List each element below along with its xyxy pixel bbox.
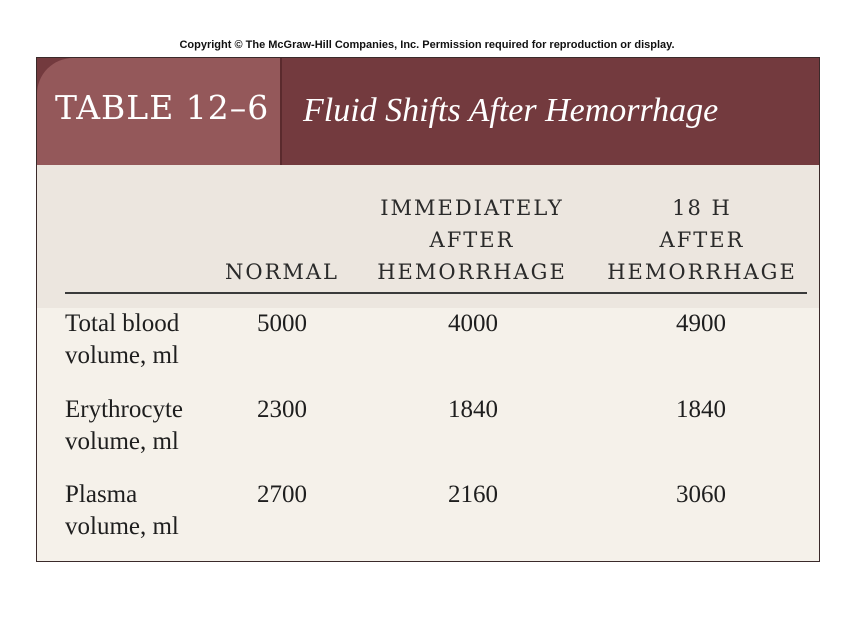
cell-erythrocyte-18h: 1840 <box>676 396 726 423</box>
cell-erythrocyte-immediate: 1840 <box>448 396 498 423</box>
cell-total-normal: 5000 <box>257 310 307 337</box>
row-label-plasma-volume: Plasma volume, ml <box>65 481 179 540</box>
table-title: Fluid Shifts After Hemorrhage <box>303 92 719 129</box>
banner-divider <box>280 58 282 165</box>
cell-plasma-normal: 2700 <box>257 481 307 508</box>
table-banner <box>37 58 819 165</box>
cell-plasma-18h: 3060 <box>676 481 726 508</box>
column-header-18h-after: 18 H AFTER HEMORRHAGE <box>607 196 797 284</box>
table-number: TABLE 12–6 <box>55 88 270 127</box>
table-frame <box>36 57 820 562</box>
column-header-normal: NORMAL <box>224 260 340 284</box>
copyright-notice: Copyright © The McGraw-Hill Companies, Inc. Permission required for reproduction or display. <box>179 39 675 51</box>
cell-total-immediate: 4000 <box>448 310 498 337</box>
column-header-immediately-after: IMMEDIATELY AFTER HEMORRHAGE <box>377 196 567 284</box>
row-label-total-blood-volume: Total blood volume, ml <box>65 310 180 369</box>
cell-erythrocyte-normal: 2300 <box>257 396 307 423</box>
row-label-erythrocyte-volume: Erythrocyte volume, ml <box>65 396 184 455</box>
header-rule <box>65 292 807 294</box>
cell-plasma-immediate: 2160 <box>448 481 498 508</box>
cell-total-18h: 4900 <box>676 310 726 337</box>
